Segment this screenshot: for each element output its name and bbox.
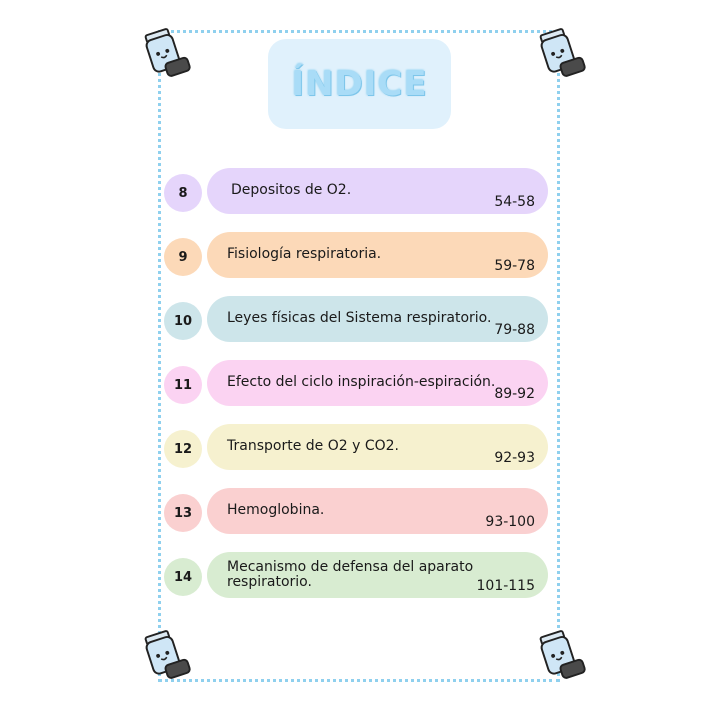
entry-number-badge: 11 <box>164 366 202 404</box>
entry-label: Depositos de O2. <box>231 182 352 198</box>
index-entry-10[interactable] <box>0 296 719 342</box>
inhaler-icon <box>138 626 196 684</box>
inhaler-icon <box>533 24 591 82</box>
entry-label: Hemoglobina. <box>227 502 325 518</box>
entry-number-badge: 8 <box>164 174 202 212</box>
entry-pages: 59-78 <box>494 258 535 274</box>
entry-pages: 89-92 <box>494 386 535 402</box>
entry-label: Mecanismo de defensa del aparato respiratorio. <box>227 559 474 590</box>
inhaler-icon <box>138 24 196 82</box>
entry-label: Transporte de O2 y CO2. <box>227 438 399 454</box>
entry-pill <box>207 232 548 278</box>
entry-label: Efecto del ciclo inspiración-espiración. <box>227 374 496 390</box>
entry-number-badge: 12 <box>164 430 202 468</box>
entry-number-badge: 10 <box>164 302 202 340</box>
entry-pill <box>207 360 548 406</box>
index-entry-11[interactable] <box>0 360 719 406</box>
index-entry-9[interactable] <box>0 232 719 278</box>
entry-pages: 79-88 <box>494 322 535 338</box>
entry-pill <box>207 488 548 534</box>
entry-pill <box>207 296 548 342</box>
entry-pill <box>207 552 548 598</box>
page-title: ÍNDICE <box>291 64 428 104</box>
entry-pages: 54-58 <box>494 194 535 210</box>
index-entry-13[interactable] <box>0 488 719 534</box>
inhaler-icon <box>533 626 591 684</box>
entry-pages: 93-100 <box>485 514 535 530</box>
index-entry-14[interactable] <box>0 552 719 598</box>
entry-pill <box>207 424 548 470</box>
title-box <box>268 39 451 129</box>
index-entry-8[interactable] <box>0 168 719 214</box>
index-entry-12[interactable] <box>0 424 719 470</box>
entry-number-badge: 13 <box>164 494 202 532</box>
entry-label: Fisiología respiratoria. <box>227 246 382 262</box>
entry-pages: 92-93 <box>494 450 535 466</box>
entry-number-badge: 14 <box>164 558 202 596</box>
entry-number-badge: 9 <box>164 238 202 276</box>
entry-pages: 101-115 <box>476 578 535 594</box>
entry-label: Leyes físicas del Sistema respiratorio. <box>227 310 492 326</box>
entry-pill <box>207 168 548 214</box>
